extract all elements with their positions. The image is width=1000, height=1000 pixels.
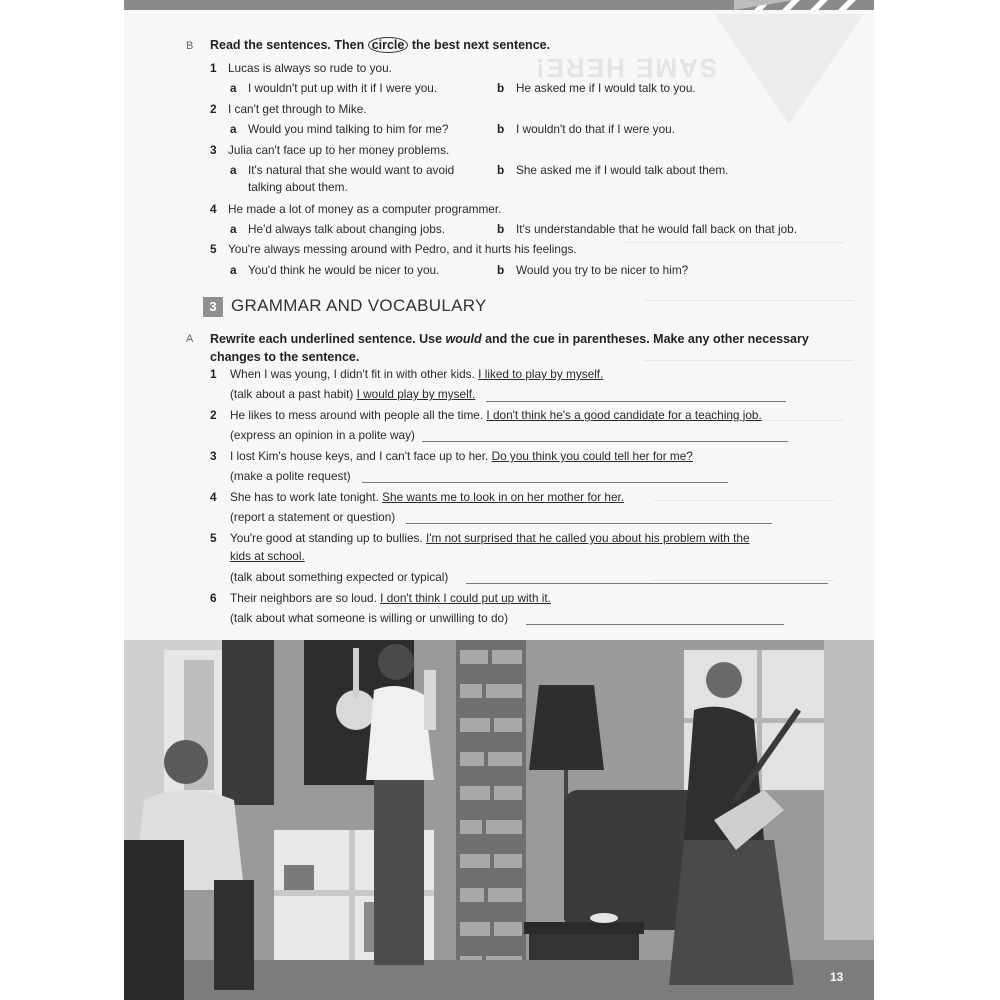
option-a[interactable]: I wouldn't put up with it if I were you. [248,81,438,95]
show-through-line [624,242,844,243]
answer-line[interactable] [466,583,828,584]
item-cue: (make a polite request) [230,469,351,483]
instruction-text: the best next sentence. [408,38,551,52]
answer-line[interactable] [526,624,784,625]
show-through-line [654,500,834,501]
workbook-page [124,0,874,1000]
stripe-decoration [734,0,874,10]
option-a-label: a [230,263,237,277]
sentence-plain: You're good at standing up to bullies. [230,531,426,545]
item-prompt: Lucas is always so rude to you. [228,61,392,75]
sentence-underlined: I don't think he's a good candidate for a teaching job. [486,408,762,422]
item-sentence [230,490,624,504]
item-sentence [230,449,693,463]
show-through-text: SAME HERE! [534,53,718,83]
option-b-label: b [497,222,505,236]
option-b[interactable]: I wouldn't do that if I were you. [516,122,675,136]
item-prompt: You're always messing around with Pedro, and it hurts his feelings. [228,242,577,256]
option-a-label: a [230,222,237,236]
item-number: 5 [210,531,217,545]
show-through-line [654,580,834,581]
item-number: 3 [210,449,217,463]
answer-line[interactable] [486,401,786,402]
example-answer: I would play by myself. [356,387,476,401]
option-a[interactable]: Would you mind talking to him for me? [248,122,449,136]
answer-line[interactable] [406,523,772,524]
option-b-label: b [497,263,505,277]
option-a-continued[interactable]: talking about them. [248,180,348,194]
item-sentence [230,531,750,545]
sentence-underlined: I liked to play by myself. [478,367,604,381]
sentence-plain: When I was young, I didn't fit in with other kids. [230,367,479,381]
answer-line[interactable] [362,482,728,483]
sentence-underlined: She wants me to look in on her mother for her. [382,490,625,504]
item-sentence [230,408,762,422]
item-cue: (express an opinion in a polite way) [230,428,415,442]
sentence-underlined: I'm not surprised that he called you about his problem with the [425,531,750,545]
item-number: 5 [210,242,217,256]
item-sentence [230,591,551,605]
option-b-label: b [497,163,505,177]
answer-line[interactable] [422,441,788,442]
item-cue: (talk about something expected or typical) [230,570,449,584]
option-a[interactable]: It's natural that she would want to avoid [248,163,455,177]
item-cue: (report a statement or question) [230,510,396,524]
item-number: 1 [210,367,217,381]
show-through-shape [714,14,864,124]
item-prompt: I can't get through to Mike. [228,102,367,116]
section-a-instruction [210,330,850,366]
option-a-label: a [230,163,237,177]
option-a[interactable]: He'd always talk about changing jobs. [248,222,446,236]
sentence-underlined: I don't think I could put up with it. [380,591,551,605]
cue-text: (talk about a past habit) [230,387,357,401]
sentence-plain: Their neighbors are so loud. [230,591,381,605]
section-b-instruction [210,38,550,52]
item-number: 2 [210,408,217,422]
option-b[interactable]: She asked me if I would talk about them. [516,163,729,177]
option-a-label: a [230,81,237,95]
instruction-text: Read the sentences. Then [210,38,368,52]
show-through-line [644,300,854,301]
item-prompt: He made a lot of money as a computer programmer. [228,202,502,216]
sentence-plain: She has to work late tonight. [230,490,383,504]
option-b-label: b [497,122,505,136]
sentence-plain: He likes to mess around with people all the time. [230,408,487,422]
option-b-label: b [497,81,505,95]
item-number: 4 [210,490,217,504]
instruction-text: and the cue in parentheses. Make any other necessary changes to the sentence. [210,332,809,364]
circled-word: circle [368,37,409,53]
section-title: GRAMMAR AND VOCABULARY [231,296,487,315]
sentence-plain: I lost Kim's house keys, and I can't face up to her. [230,449,492,463]
section-number-badge: 3 [203,297,223,317]
instruction-italic: would [445,332,482,346]
option-a[interactable]: You'd think he would be nicer to you. [248,263,440,277]
option-b[interactable]: It's understandable that he would fall back on that job. [516,222,797,236]
item-number: 2 [210,102,217,116]
section-a-letter: A [186,333,194,345]
sentence-underlined-continued: kids at school. [230,549,305,563]
item-number: 1 [210,61,217,75]
option-a-label: a [230,122,237,136]
item-prompt: Julia can't face up to her money problems. [228,143,450,157]
item-cue: (talk about what someone is willing or unwilling to do) [230,611,509,625]
item-sentence [230,367,603,381]
item-number: 3 [210,143,217,157]
page-number: 13 [830,970,844,984]
living-room-photo [124,640,874,1000]
instruction-text: Rewrite each underlined sentence. Use [210,332,446,346]
section-b-letter: B [186,40,194,52]
option-b[interactable]: Would you try to be nicer to him? [516,263,689,277]
item-number: 4 [210,202,217,216]
sentence-underlined: Do you think you could tell her for me? [491,449,693,463]
option-b[interactable]: He asked me if I would talk to you. [516,81,696,95]
item-number: 6 [210,591,217,605]
item-cue [230,387,475,401]
